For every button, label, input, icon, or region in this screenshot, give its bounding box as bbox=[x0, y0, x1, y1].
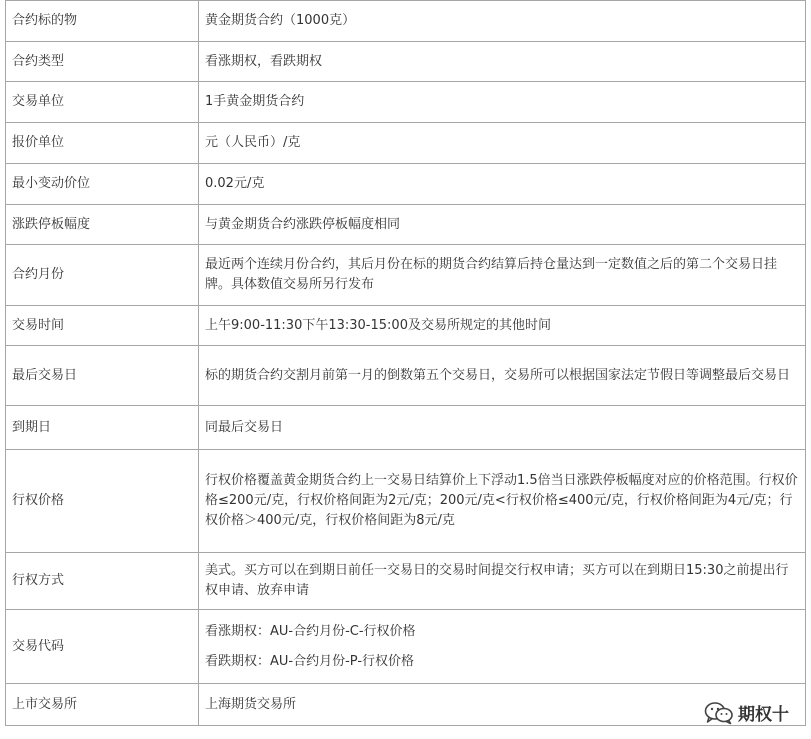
row-label: 行权方式 bbox=[6, 553, 199, 610]
row-value: 上海期货交易所 bbox=[199, 684, 806, 726]
row-label: 最小变动价位 bbox=[6, 164, 199, 205]
row-value: 1手黄金期货合约 bbox=[199, 82, 806, 123]
code-line-put: 看跌期权：AU-合约月份-P-行权价格 bbox=[205, 653, 415, 669]
row-label: 交易单位 bbox=[6, 82, 199, 123]
row-value: 标的期货合约交割月前第一月的倒数第五个交易日，交易所可以根据国家法定节假日等调整最后交易日 bbox=[199, 346, 806, 406]
row-value: 元（人民币）/克 bbox=[199, 123, 806, 164]
table-row bbox=[6, 245, 806, 306]
table-row bbox=[6, 205, 806, 245]
row-value: 0.02元/克 bbox=[199, 164, 806, 205]
row-label: 交易时间 bbox=[6, 306, 199, 346]
row-label: 上市交易所 bbox=[6, 684, 199, 726]
table-row bbox=[6, 610, 806, 684]
row-value: 最近两个连续月份合约，其后月份在标的期货合约结算后持仓量达到一定数值之后的第二个交易日挂牌。具体数值交易所另行发布 bbox=[199, 245, 806, 306]
contract-spec-table bbox=[5, 0, 806, 726]
table-row bbox=[6, 684, 806, 726]
row-label: 交易代码 bbox=[6, 610, 199, 684]
row-value: 行权价格覆盖黄金期货合约上一交易日结算价上下浮动1.5倍当日涨跌停板幅度对应的价格范围。行权价格≤200元/克，行权价格间距为2元/克；200元/克<行权价格≤400元/克，行权价格间距为4元/克；行权价格＞400元/克，行权价格间距为8元/克 bbox=[199, 450, 806, 553]
row-value: 上午9:00-11:30下午13:30-15:00及交易所规定的其他时间 bbox=[199, 306, 806, 346]
watermark bbox=[704, 700, 789, 725]
row-label: 合约月份 bbox=[6, 245, 199, 306]
row-value: 同最后交易日 bbox=[199, 406, 806, 450]
wechat-icon bbox=[704, 701, 734, 725]
table-row bbox=[6, 82, 806, 123]
table-row bbox=[6, 1, 806, 42]
row-value: 美式。买方可以在到期日前任一交易日的交易时间提交行权申请；买方可以在到期日15:30之前提出行权申请、放弃申请 bbox=[199, 553, 806, 610]
row-label: 合约类型 bbox=[6, 42, 199, 82]
row-value bbox=[199, 610, 806, 684]
row-label: 最后交易日 bbox=[6, 346, 199, 406]
row-value: 与黄金期货合约涨跌停板幅度相同 bbox=[199, 205, 806, 245]
table-row bbox=[6, 406, 806, 450]
row-value: 黄金期货合约（1000克） bbox=[199, 1, 806, 42]
table-row bbox=[6, 346, 806, 406]
row-value: 看涨期权，看跌期权 bbox=[199, 42, 806, 82]
table-row bbox=[6, 306, 806, 346]
table-row bbox=[6, 553, 806, 610]
row-label: 行权价格 bbox=[6, 450, 199, 553]
table-row bbox=[6, 123, 806, 164]
row-label: 到期日 bbox=[6, 406, 199, 450]
row-label: 报价单位 bbox=[6, 123, 199, 164]
row-label: 涨跌停板幅度 bbox=[6, 205, 199, 245]
table-row bbox=[6, 450, 806, 553]
watermark-text: 期权十 bbox=[738, 705, 789, 725]
table-row bbox=[6, 42, 806, 82]
table-row bbox=[6, 164, 806, 205]
row-label: 合约标的物 bbox=[6, 1, 199, 42]
code-line-call: 看涨期权：AU-合约月份-C-行权价格 bbox=[205, 623, 416, 639]
